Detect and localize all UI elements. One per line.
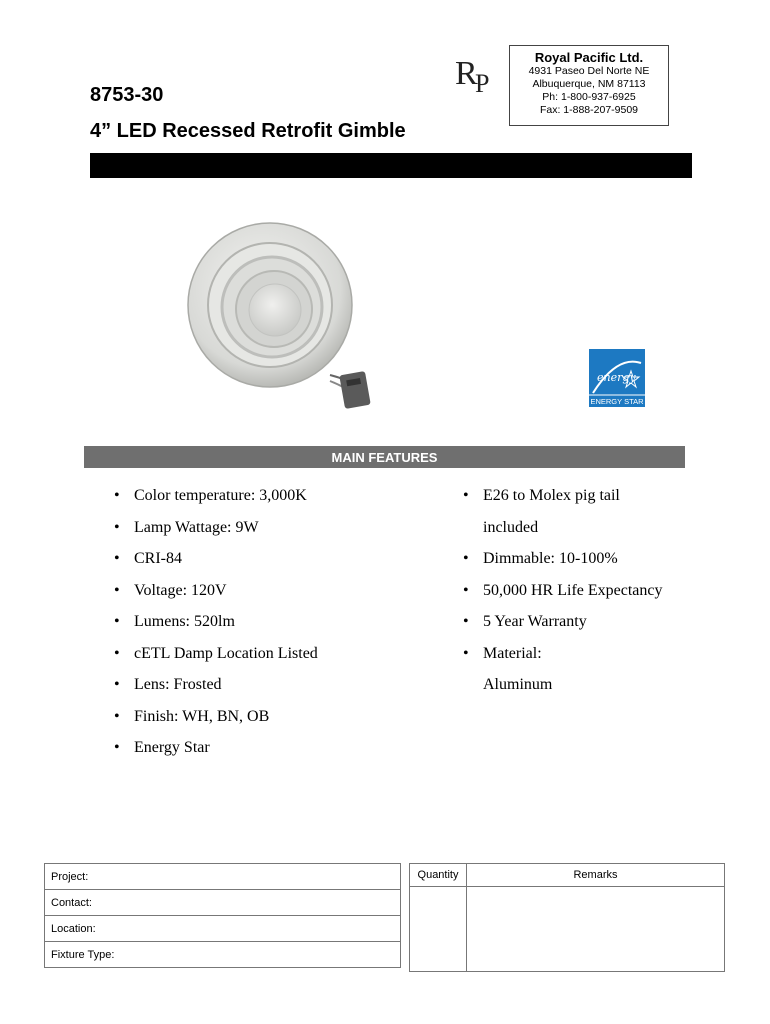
feature-item	[459, 480, 739, 512]
fixture-type-field[interactable]: Fixture Type:	[45, 942, 401, 968]
quantity-cell[interactable]	[410, 887, 467, 972]
energy-star-script: energy	[597, 371, 636, 384]
feature-item	[459, 606, 739, 638]
feature-text: Aluminum	[483, 676, 553, 693]
bullet-icon: •	[114, 613, 120, 630]
feature-item	[459, 575, 739, 607]
bullet-icon: •	[114, 550, 120, 567]
location-field[interactable]: Location:	[45, 916, 401, 942]
feature-text: Material:	[483, 644, 542, 662]
bullet-icon: •	[114, 518, 120, 536]
feature-text: Dimmable: 10-100%	[483, 550, 618, 567]
feature-text: Lamp Wattage: 9W	[134, 518, 259, 536]
bullet-icon: •	[114, 739, 120, 756]
bullet-icon: •	[463, 550, 469, 567]
energy-star-logo	[589, 349, 645, 407]
feature-text: Voltage: 120V	[134, 581, 227, 599]
feature-item	[110, 512, 430, 544]
feature-item	[110, 543, 430, 575]
feature-text: Lens: Frosted	[134, 676, 222, 693]
svg-text:R: R	[455, 55, 478, 92]
company-address-1: 4931 Paseo Del Norte NE	[528, 65, 650, 77]
project-field[interactable]: Project:	[45, 864, 401, 890]
product-photo	[180, 205, 420, 415]
energy-star-label: ENERGY STAR	[590, 397, 644, 406]
feature-item	[110, 701, 430, 733]
bullet-icon: •	[114, 487, 120, 504]
feature-text: E26 to Molex pig tail	[483, 487, 620, 504]
svg-text:P: P	[475, 69, 490, 98]
contact-field[interactable]: Contact:	[45, 890, 401, 916]
quantity-remarks-table	[409, 863, 725, 972]
quantity-header: Quantity	[410, 864, 467, 887]
feature-item	[459, 638, 739, 670]
feature-text: Lumens: 520lm	[134, 613, 235, 630]
feature-item	[110, 669, 430, 701]
feature-item	[110, 575, 430, 607]
feature-list-left	[110, 480, 430, 764]
bullet-icon: •	[114, 581, 120, 599]
feature-list-right	[459, 480, 739, 701]
company-address-2: Albuquerque, NM 87113	[532, 78, 646, 90]
product-title: 4” LED Recessed Retrofit Gimble	[90, 120, 406, 142]
feature-item	[110, 606, 430, 638]
bullet-icon: •	[463, 644, 469, 662]
company-phone: Ph: 1-800-937-6925	[542, 91, 636, 103]
bullet-icon: •	[114, 644, 120, 662]
remarks-header: Remarks	[467, 864, 725, 887]
company-logo	[453, 52, 501, 100]
feature-text: CRI-84	[134, 550, 182, 567]
feature-item	[110, 732, 430, 764]
remarks-cell[interactable]	[467, 887, 725, 972]
feature-text: Finish: WH, BN, OB	[134, 707, 270, 725]
feature-text: cETL Damp Location Listed	[134, 644, 318, 662]
main-features-heading: MAIN FEATURES	[84, 446, 685, 468]
feature-item	[459, 669, 739, 701]
feature-text: 50,000 HR Life Expectancy	[483, 581, 663, 599]
feature-text: Color temperature: 3,000K	[134, 487, 307, 504]
bullet-icon: •	[114, 676, 120, 693]
feature-text: 5 Year Warranty	[483, 613, 587, 630]
feature-item	[110, 480, 430, 512]
bullet-icon: •	[463, 487, 469, 504]
feature-text: included	[483, 518, 539, 536]
company-fax: Fax: 1-888-207-9509	[539, 104, 639, 116]
project-info-table	[44, 863, 401, 968]
feature-item	[459, 543, 739, 575]
part-number: 8753-30	[90, 84, 164, 106]
company-info-box	[509, 45, 669, 126]
company-name: Royal Pacific Ltd.	[534, 50, 644, 65]
feature-text: Energy Star	[134, 739, 210, 756]
bullet-icon: •	[463, 581, 469, 599]
header-divider-bar	[90, 153, 692, 178]
feature-item	[110, 638, 430, 670]
bullet-icon: •	[463, 613, 469, 630]
bullet-icon: •	[114, 707, 120, 725]
feature-item	[459, 512, 739, 544]
